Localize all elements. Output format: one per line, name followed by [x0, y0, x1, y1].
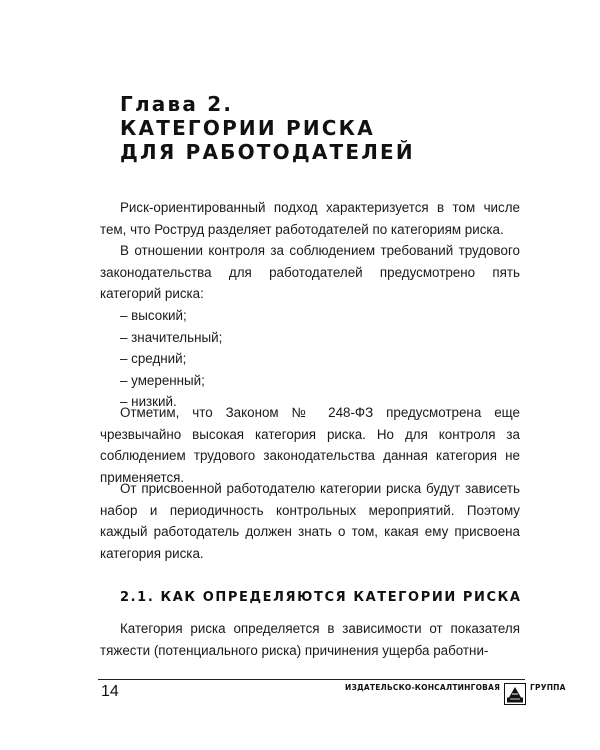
- footer-divider: [98, 679, 525, 680]
- section-paragraph-1: Категория риска определяется в зависимости от показателя тяжести (потенциального риска) причинения ущерба работни-: [100, 621, 520, 658]
- publisher-name-right: ГРУППА: [530, 683, 566, 692]
- chapter-label: Глава 2.: [120, 92, 234, 116]
- risk-category-list: [100, 305, 520, 413]
- list-item: – низкий.: [120, 394, 177, 410]
- intro-block: [100, 197, 520, 413]
- publisher-logo-icon: [504, 683, 526, 705]
- list-item: – средний;: [120, 351, 187, 367]
- chapter-title-line-2: ДЛЯ РАБОТОДАТЕЛЕЙ: [120, 140, 415, 164]
- section-title: 2.1. КАК ОПРЕДЕЛЯЮТСЯ КАТЕГОРИИ РИСКА: [120, 590, 522, 605]
- intro-paragraph-1: Риск-ориентированный подход характеризуется в том числе тем, что Роструд разделяет работодателей по категориям риска.: [100, 200, 520, 237]
- note-block: [100, 402, 520, 488]
- publisher-name-left: ИЗДАТЕЛЬСКО-КОНСАЛТИНГОВАЯ: [345, 683, 501, 692]
- publisher-mark: [345, 683, 566, 703]
- dependency-paragraph: От присвоенной работодателю категории риска будут зависеть набор и периодичность контрольных мероприятий. Поэтому каждый работодатель должен знать о том, какая ему присвоена категория риска.: [100, 481, 520, 561]
- list-item: – значительный;: [120, 329, 223, 345]
- chapter-title-line-1: КАТЕГОРИИ РИСКА: [120, 116, 375, 140]
- dependency-block: [100, 478, 520, 564]
- section-block: [100, 618, 520, 661]
- page-number: 14: [101, 683, 119, 700]
- note-paragraph: Отметим, что Законом № 248-ФЗ предусмотрена еще чрезвычайно высокая категория риска. Но для контроля за соблюдением трудового законодательства данная категория не применяется.: [100, 405, 520, 485]
- list-item: – высокий;: [120, 307, 187, 323]
- list-item: – умеренный;: [120, 372, 205, 388]
- intro-paragraph-2: В отношении контроля за соблюдением требований трудового законодательства для работодателей предусмотрено пять категорий риска:: [100, 243, 520, 302]
- publisher-logo-graphic: [504, 683, 526, 705]
- chapter-heading: [120, 92, 560, 164]
